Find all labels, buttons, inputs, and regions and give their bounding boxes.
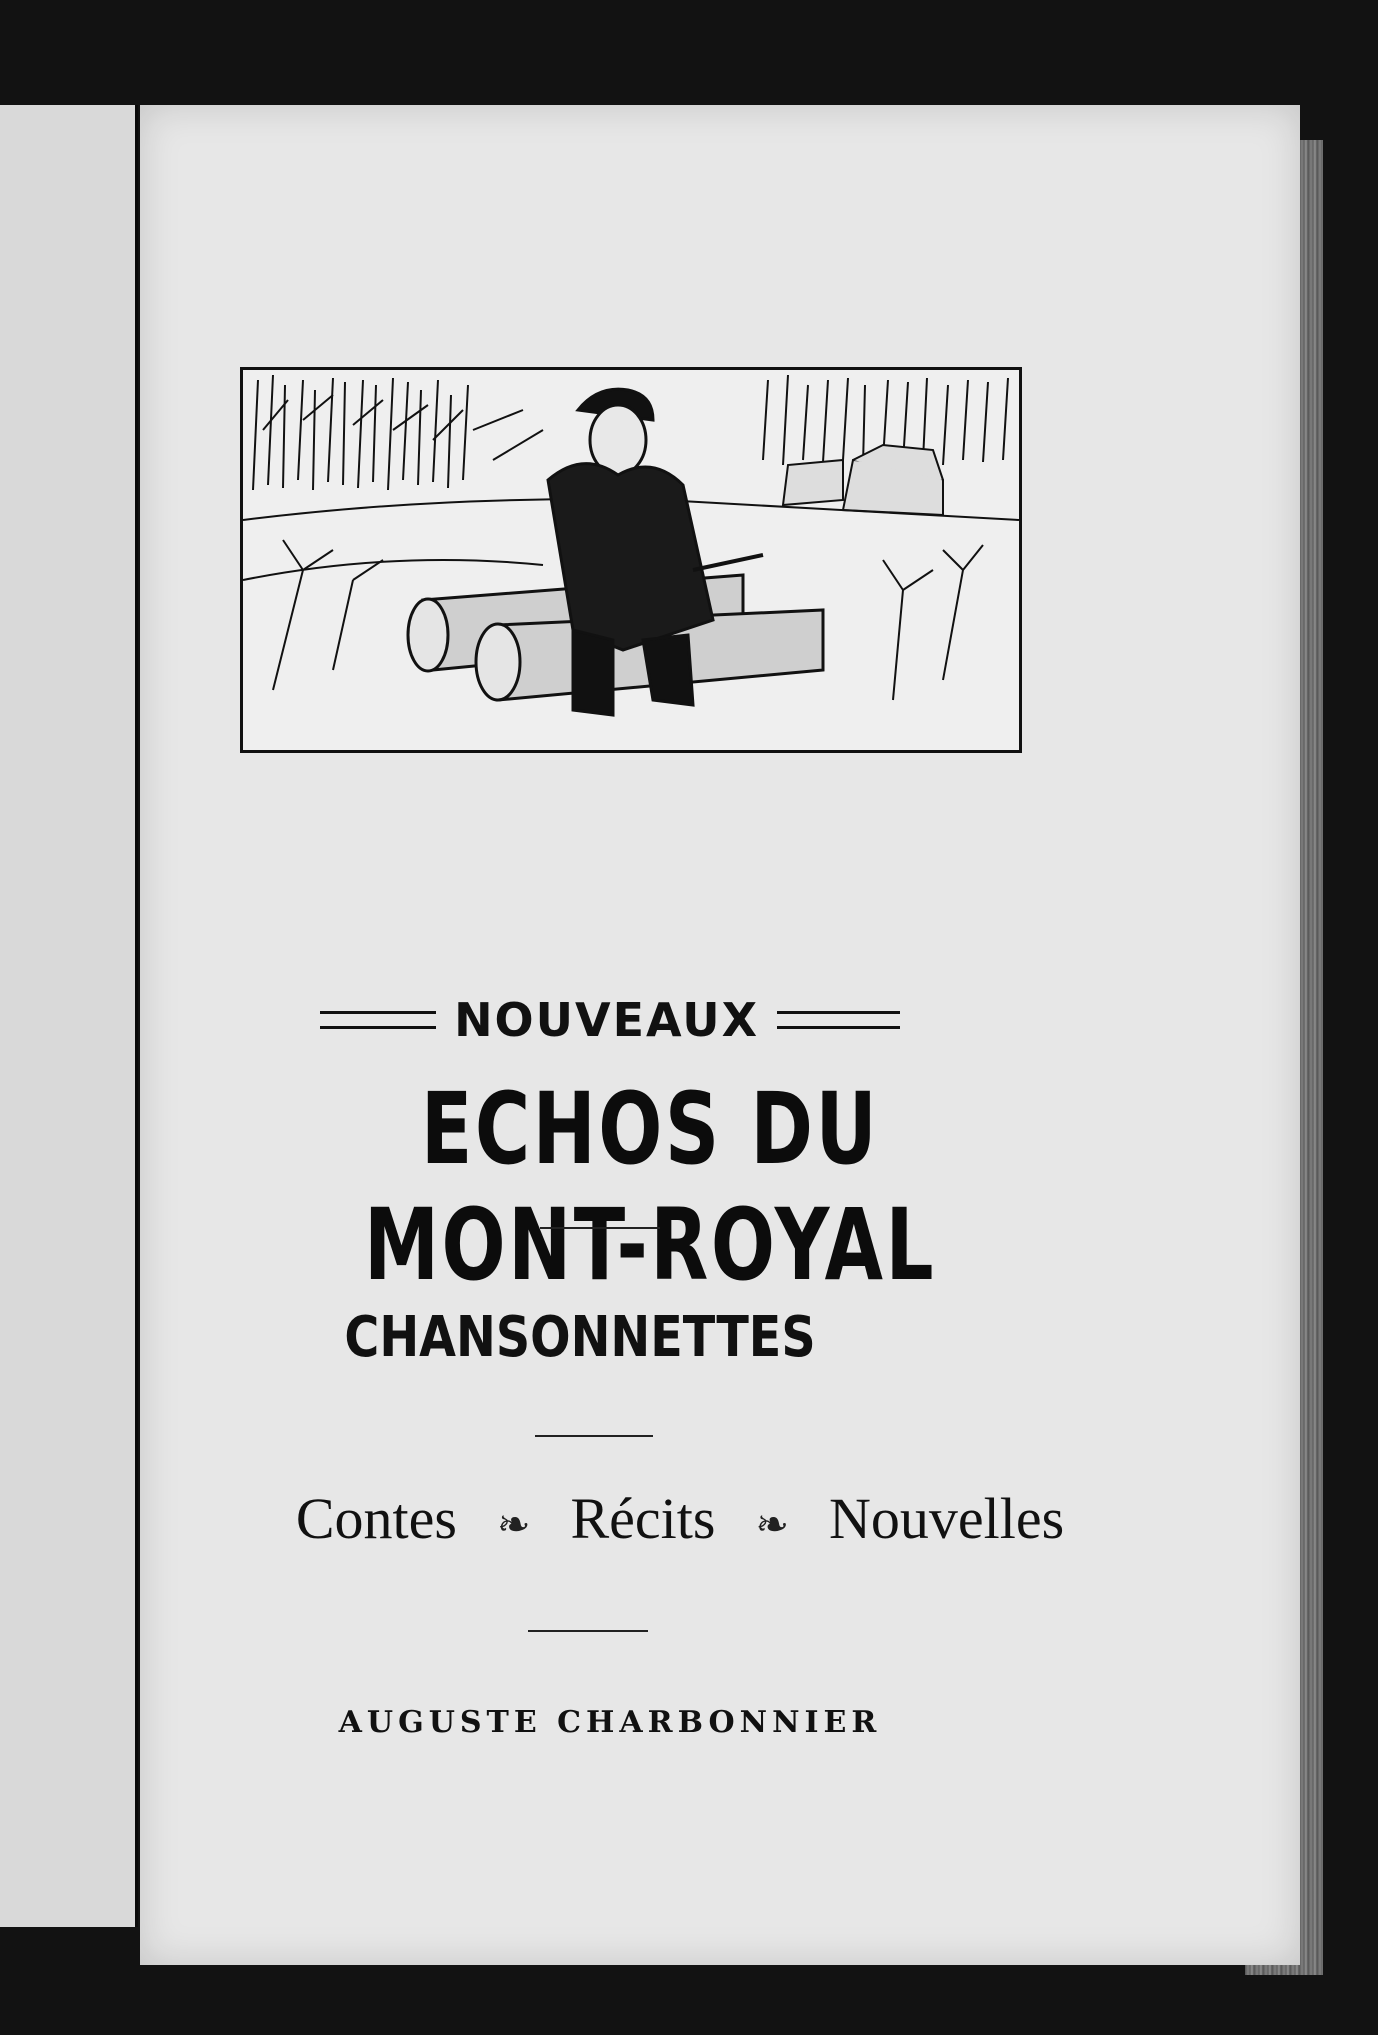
genre-recits: Récits — [570, 1486, 716, 1551]
divider-rule — [528, 1630, 648, 1632]
illustration-drawing — [243, 370, 1019, 750]
double-rule-right — [777, 1011, 900, 1029]
book-title: ECHOS DU MONT-ROYAL — [363, 1071, 937, 1303]
title-page — [140, 105, 1300, 1965]
winter-scene-illustration — [240, 367, 1022, 753]
nouveaux-heading: NOUVEAUX — [454, 993, 760, 1047]
divider-rule — [535, 1435, 653, 1437]
nouveaux-line — [320, 990, 900, 1050]
genre-nouvelles: Nouvelles — [828, 1486, 1065, 1551]
trees-left — [253, 375, 543, 490]
author-name: AUGUSTE CHARBONNIER — [338, 1705, 882, 1740]
double-rule-left — [320, 1011, 436, 1029]
facing-page — [0, 105, 138, 1927]
fleuron-icon: ❧ — [496, 1502, 531, 1547]
cabins — [783, 445, 943, 515]
divider-rule — [540, 1227, 660, 1229]
genre-contes: Contes — [295, 1486, 457, 1551]
fleuron-icon: ❧ — [755, 1502, 789, 1547]
book-subtitle: CHANSONNETTES — [344, 1305, 816, 1370]
genres-line — [180, 1485, 1180, 1552]
